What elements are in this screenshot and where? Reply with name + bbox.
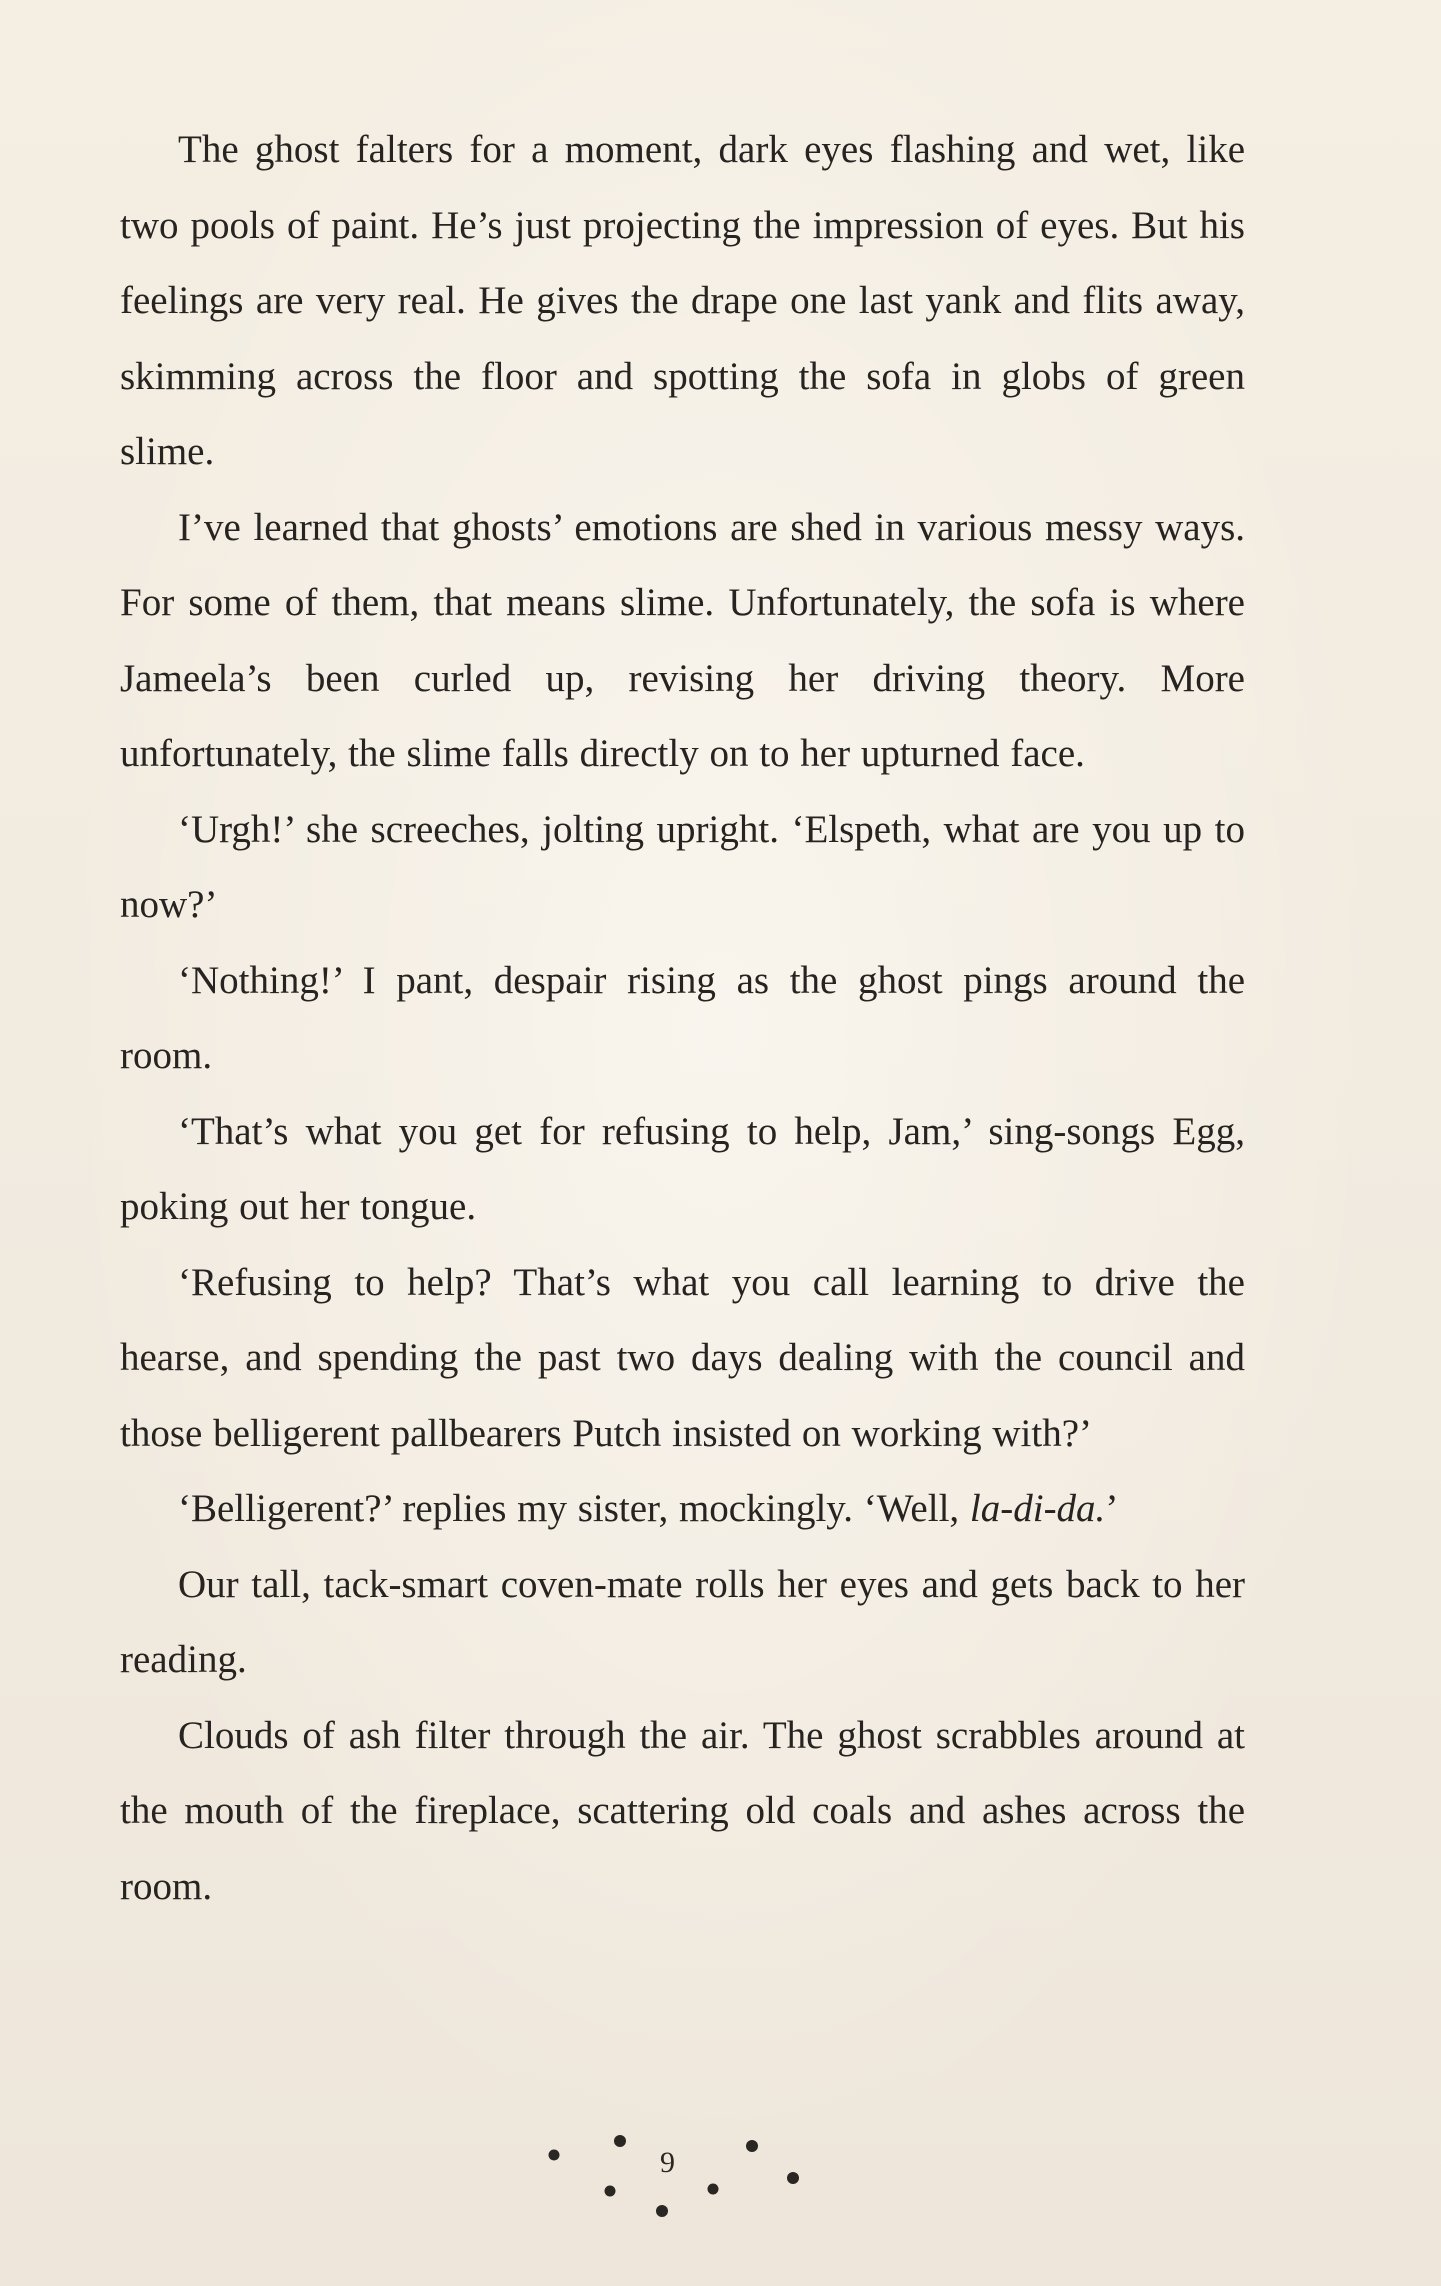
page-footer	[530, 2125, 810, 2235]
paragraph-7-italic: la-di-da.	[969, 1487, 1106, 1530]
paragraph-7	[120, 1471, 1245, 1547]
body-text	[120, 112, 1245, 1924]
star-dots-ornament-icon	[530, 2125, 810, 2235]
paragraph-3: ‘Urgh!’ she screeches, jolting upright. ‘Elspeth, what are you up to now?’	[120, 807, 1245, 926]
paragraph-1: The ghost falters for a moment, dark eyes flashing and wet, like two pools of paint. He’s just projecting the impression of eyes. But his feelings are very real. He gives the drape one last yank and flits away, skimming across the floor and spotting the sofa in globs of green slime.	[120, 128, 1245, 473]
paragraph-6: ‘Refusing to help? That’s what you call learning to drive the hearse, and spending the past two days dealing with the council and those belligerent pallbearers Putch insisted on working with?’	[120, 1260, 1245, 1455]
paragraph-4: ‘Nothing!’ I pant, despair rising as the ghost pings around the room.	[120, 958, 1245, 1077]
paragraph-8: Our tall, tack-smart coven-mate rolls her eyes and gets back to her reading.	[120, 1562, 1245, 1681]
page-number: 9	[660, 2146, 675, 2179]
paragraph-7-start: ‘Belligerent?’ replies my sister, mockingly. ‘Well,	[178, 1487, 970, 1530]
paragraph-9: Clouds of ash filter through the air. The ghost scrabbles around at the mouth of the fireplace, scattering old coals and ashes across the room.	[120, 1713, 1245, 1908]
paragraph-7-end: ’	[1105, 1487, 1119, 1530]
paragraph-5: ‘That’s what you get for refusing to help, Jam,’ sing-songs Egg, poking out her tongue.	[120, 1109, 1245, 1228]
paragraph-2: I’ve learned that ghosts’ emotions are shed in various messy ways. For some of them, that means slime. Unfortunately, the sofa is where Jameela’s been curled up, revising her driving theory. More unfortunately, the slime falls directly on to her upturned face.	[120, 505, 1245, 775]
